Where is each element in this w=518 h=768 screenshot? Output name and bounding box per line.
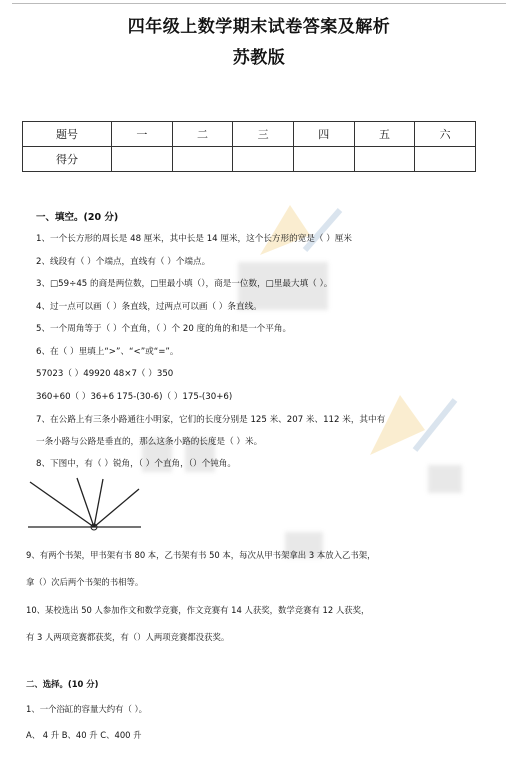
score-table [22, 121, 476, 172]
score-cell [354, 147, 415, 172]
row-label-score: 得分 [23, 147, 112, 172]
question-line: 9、有两个书架，甲书架有书 80 本，乙书架有书 50 本，每次从甲书架拿出 3 本放入乙书架， [26, 550, 376, 560]
table-row [23, 147, 476, 172]
watermark-logo [250, 195, 370, 265]
question-line: 7、在公路上有三条小路通往小明家，它们的长度分别是 125 米、207 米、112 米，其中有 [36, 415, 386, 425]
answer-options: A、 4 升 B、40 升 C、400 升 [26, 730, 142, 740]
page-subtitle: 苏教版 [232, 48, 286, 68]
question-line: 360+60（ ）36+6 175-(30-6)（ ）175-(30+6) [36, 392, 233, 402]
question-line: 8、下图中，有（ ）锐角，（ ）个直角，（）个钝角。 [36, 459, 236, 469]
question-line: 10、某校选出 50 人参加作文和数学竞赛，作文竞赛有 14 人获奖，数学竞赛有 12 人获奖， [26, 605, 370, 615]
row-label-question: 题号 [23, 122, 112, 147]
blur-patch [428, 465, 462, 493]
score-cell [112, 147, 173, 172]
question-line: 1、一个浴缸的容量大约有（ ）。 [26, 704, 148, 714]
question-line: 一条小路与公路是垂直的，那么这条小路的长度是（ ）米。 [36, 437, 263, 447]
question-line: 5、一个周角等于（ ）个直角，（ ）个 20 度的角的和是一个平角。 [36, 324, 292, 334]
question-line: 3、□59÷45 的商是两位数，□里最小填（），商是一位数，□里最大填（ ）。 [36, 279, 333, 289]
section1-heading: 一、填空。(20 分) [36, 212, 119, 223]
column-header: 五 [354, 122, 415, 147]
question-line: 6、在（ ）里填上“>”、“<”或“=”。 [36, 347, 179, 357]
score-cell [172, 147, 233, 172]
score-cell [415, 147, 476, 172]
watermark-logo [360, 380, 470, 470]
top-rule [12, 3, 506, 4]
score-cell [293, 147, 354, 172]
question-line: 2、线段有（ ）个端点，直线有（ ）个端点。 [36, 257, 211, 267]
table-row [23, 122, 476, 147]
question-line: 1、一个长方形的周长是 48 厘米，其中长是 14 厘米，这个长方形的宽是（ ）厘米 [36, 234, 352, 244]
question-line: 拿（）次后两个书架的书相等。 [26, 577, 144, 587]
score-cell [233, 147, 294, 172]
page-title: 四年级上数学期末试卷答案及解析 [127, 17, 391, 37]
column-header: 二 [172, 122, 233, 147]
question-line: 有 3 人两项竞赛都获奖，有（）人两项竞赛都没获奖。 [26, 632, 230, 642]
angle-diagram [28, 477, 143, 532]
column-header: 四 [293, 122, 354, 147]
column-header: 六 [415, 122, 476, 147]
section2-heading: 二、选择。(10 分) [26, 679, 99, 689]
question-line: 57023（ ）49920 48×7（ ）350 [36, 369, 174, 379]
column-header: 一 [112, 122, 173, 147]
question-line: 4、过一点可以画（ ）条直线，过两点可以画（ ）条直线。 [36, 302, 262, 312]
column-header: 三 [233, 122, 294, 147]
